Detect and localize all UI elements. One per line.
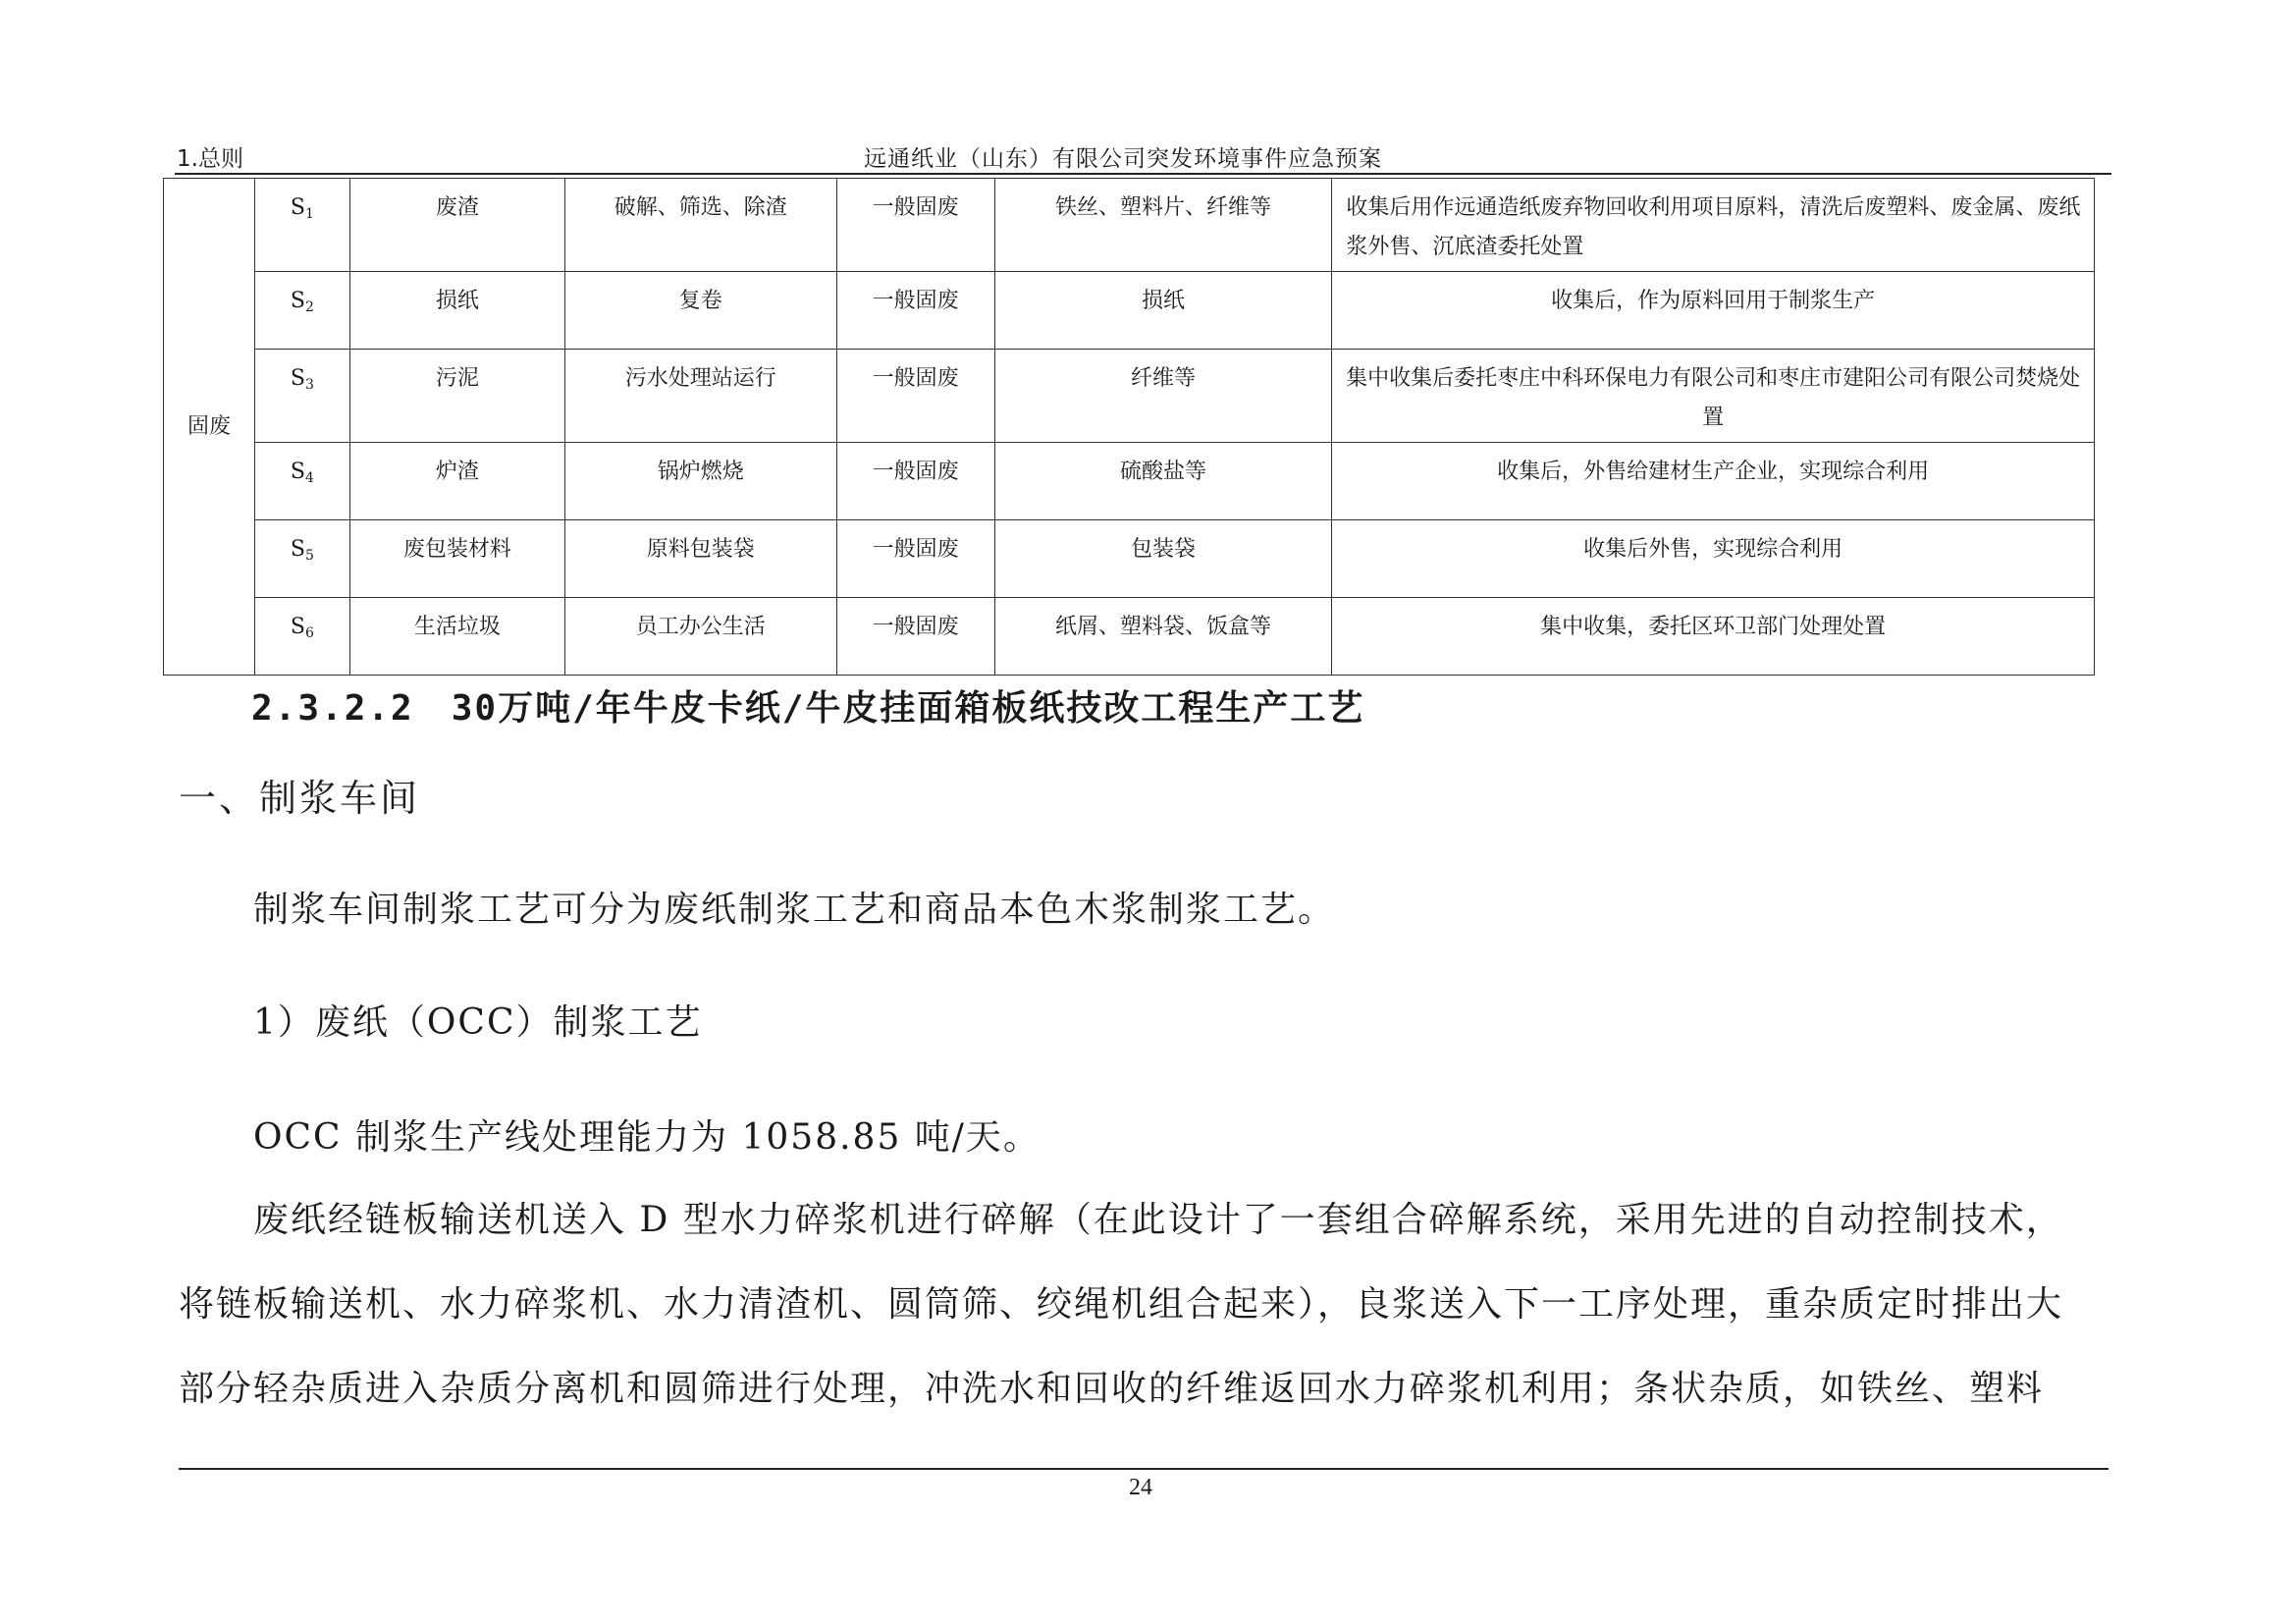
content-cell: 铁丝、塑料片、纤维等 xyxy=(994,179,1332,272)
header-chapter: 1.总则 xyxy=(177,146,243,172)
code-subscript: 1 xyxy=(305,206,314,222)
paragraph-3-line-1: 废纸经链板输送机送入 D 型水力碎浆机进行碎解（在此设计了一套组合碎解系统，采用先进的自动控制技术， xyxy=(253,1200,2063,1240)
list-item-1: 1）废纸（OCC）制浆工艺 xyxy=(253,1002,703,1043)
paragraph-3-line-3: 部分轻杂质进入杂质分离机和圆筛进行处理，冲洗水和回收的纤维返回水力碎浆机利用；条状杂质，如铁丝、塑料 xyxy=(179,1369,2045,1409)
table-row xyxy=(164,520,2095,598)
code-letter: S xyxy=(290,615,305,639)
waste-type-cell: 一般固废 xyxy=(836,598,994,676)
category-cell: 固废 xyxy=(164,179,255,676)
table-row xyxy=(164,598,2095,676)
footer-rule xyxy=(179,1468,2109,1470)
waste-name-cell: 生活垃圾 xyxy=(349,598,564,676)
source-cell: 复卷 xyxy=(564,272,836,350)
code-cell xyxy=(254,598,349,676)
source-cell: 原料包装袋 xyxy=(564,520,836,598)
waste-type-cell: 一般固废 xyxy=(836,350,994,443)
waste-name-cell: 损纸 xyxy=(349,272,564,350)
code-letter: S xyxy=(290,289,305,313)
table-row xyxy=(164,272,2095,350)
section-heading: 2.3.2.2 30万吨/年牛皮卡纸/牛皮挂面箱板纸技改工程生产工艺 xyxy=(251,688,1365,729)
code-cell xyxy=(254,179,349,272)
disposal-cell: 收集后，作为原料回用于制浆生产 xyxy=(1332,272,2095,350)
content-cell: 纤维等 xyxy=(994,350,1332,443)
waste-type-cell: 一般固废 xyxy=(836,272,994,350)
code-letter: S xyxy=(290,366,305,391)
content-cell: 纸屑、塑料袋、饭盒等 xyxy=(994,598,1332,676)
code-subscript: 6 xyxy=(305,625,314,641)
content-cell: 硫酸盐等 xyxy=(994,443,1332,520)
disposal-cell: 收集后外售，实现综合利用 xyxy=(1332,520,2095,598)
code-cell xyxy=(254,272,349,350)
waste-name-cell: 污泥 xyxy=(349,350,564,443)
code-cell xyxy=(254,350,349,443)
table-row xyxy=(164,443,2095,520)
subheading: 一、制浆车间 xyxy=(179,777,421,820)
waste-type-cell: 一般固废 xyxy=(836,520,994,598)
waste-name-cell: 废渣 xyxy=(349,179,564,272)
code-subscript: 2 xyxy=(305,299,314,315)
source-cell: 锅炉燃烧 xyxy=(564,443,836,520)
paragraph-2: OCC 制浆生产线处理能力为 1058.85 吨/天。 xyxy=(253,1117,1041,1158)
source-cell: 污水处理站运行 xyxy=(564,350,836,443)
header-rule xyxy=(175,173,2111,175)
solid-waste-table xyxy=(163,178,2095,676)
waste-type-cell: 一般固废 xyxy=(836,179,994,272)
source-cell: 破解、筛选、除渣 xyxy=(564,179,836,272)
code-cell xyxy=(254,520,349,598)
header-title: 远通纸业（山东）有限公司突发环境事件应急预案 xyxy=(864,146,1382,172)
content-cell: 包装袋 xyxy=(994,520,1332,598)
code-subscript: 3 xyxy=(305,377,314,393)
disposal-cell: 收集后，外售给建材生产企业，实现综合利用 xyxy=(1332,443,2095,520)
paragraph-1: 制浆车间制浆工艺可分为废纸制浆工艺和商品本色木浆制浆工艺。 xyxy=(253,890,1336,930)
code-subscript: 4 xyxy=(305,470,314,486)
table-row xyxy=(164,179,2095,272)
disposal-cell: 收集后用作远通造纸废弃物回收利用项目原料，清洗后废塑料、废金属、废纸浆外售、沉底渣委托处置 xyxy=(1332,179,2095,272)
code-subscript: 5 xyxy=(305,548,314,564)
content-cell: 损纸 xyxy=(994,272,1332,350)
paragraph-3-line-2: 将链板输送机、水力碎浆机、水力清渣机、圆筒筛、绞绳机组合起来），良浆送入下一工序处理，重杂质定时排出大 xyxy=(179,1284,2064,1325)
code-letter: S xyxy=(290,460,305,484)
waste-name-cell: 炉渣 xyxy=(349,443,564,520)
code-letter: S xyxy=(290,537,305,562)
waste-name-cell: 废包装材料 xyxy=(349,520,564,598)
code-cell xyxy=(254,443,349,520)
disposal-cell: 集中收集，委托区环卫部门处理处置 xyxy=(1332,598,2095,676)
table-row xyxy=(164,350,2095,443)
source-cell: 员工办公生活 xyxy=(564,598,836,676)
code-letter: S xyxy=(290,195,305,220)
disposal-cell: 集中收集后委托枣庄中科环保电力有限公司和枣庄市建阳公司有限公司焚烧处置 xyxy=(1332,350,2095,443)
waste-type-cell: 一般固废 xyxy=(836,443,994,520)
page-number: 24 xyxy=(1129,1475,1152,1500)
